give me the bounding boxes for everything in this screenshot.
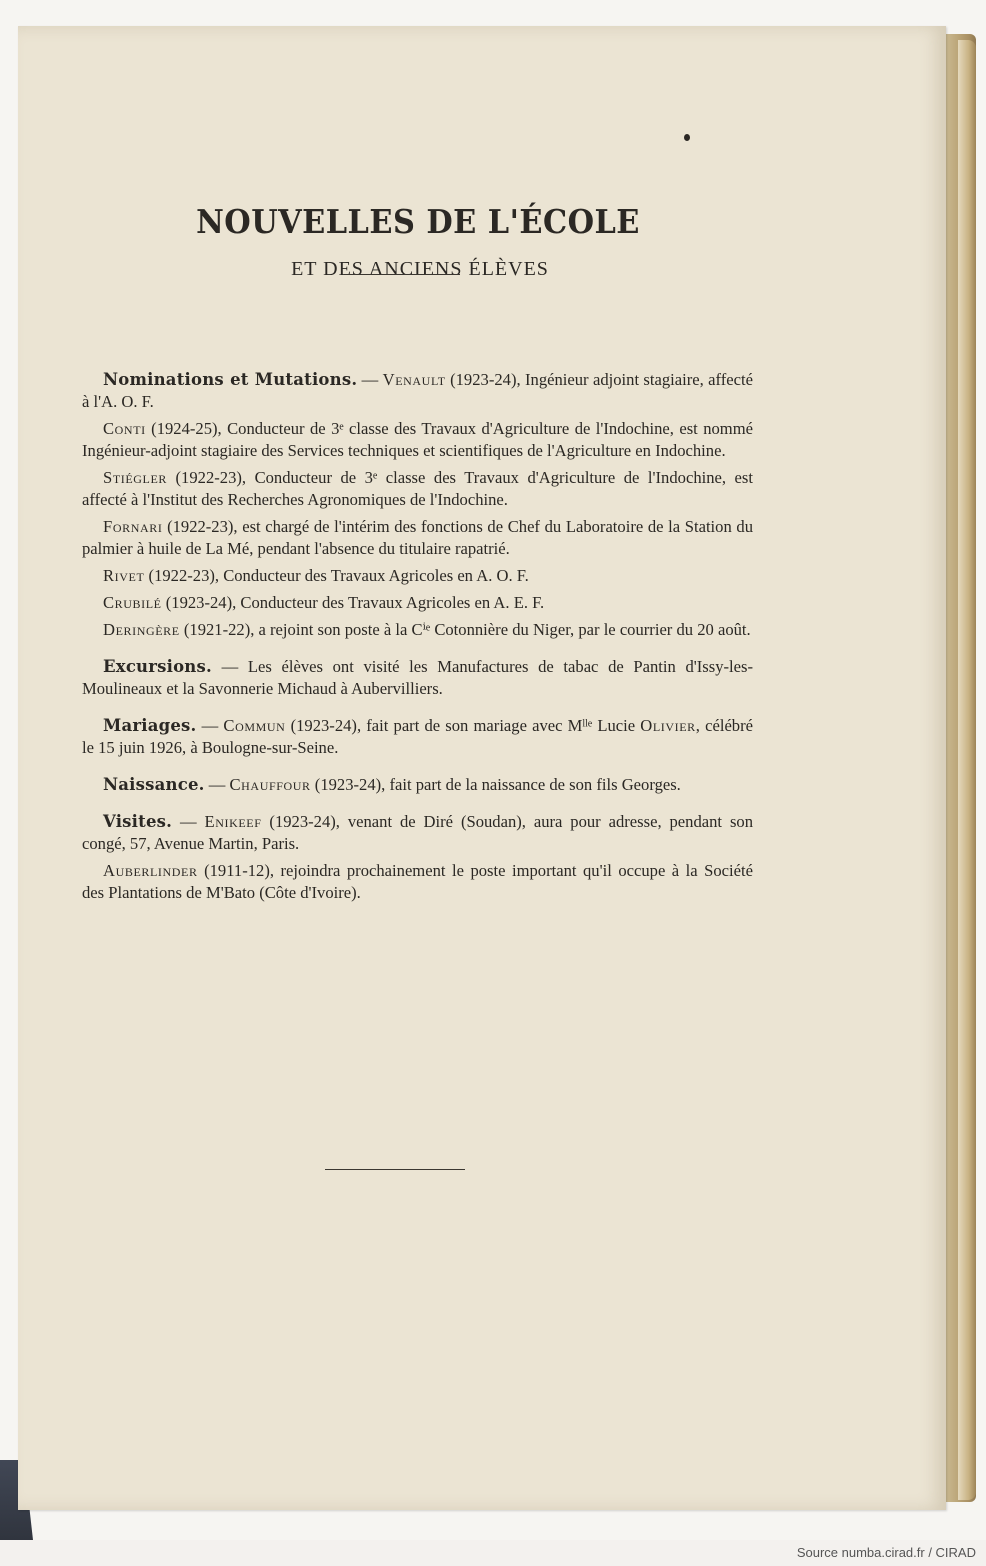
entry-paragraph: Deringère (1921-22), a rejoint son poste à la Cⁱᵉ Cotonnière du Niger, par le courrier du 20 août. bbox=[103, 620, 751, 639]
nominations-paragraph: Nominations et Mutations. — Venault (1923-24), Ingénieur adjoint stagiaire, affecté à l'A. O. F. bbox=[82, 370, 754, 411]
page-title: NOUVELLES DE L'ÉCOLE bbox=[196, 202, 640, 241]
entry-paragraph: Conti (1924-25), Conducteur de 3ᵉ classe des Travaux d'Agriculture de l'Indochine, est nommé Ingénieur-adjoint stagiaire des Services techniques et scientifiques de l'Agriculture en Indochine. bbox=[82, 419, 753, 460]
visites-paragraph: Visites. — Enikeef (1923-24), venant de Diré (Soudan), aura pour adresse, pendant son congé, 57, Avenue Martin, Paris. bbox=[82, 812, 754, 853]
article-body bbox=[82, 369, 753, 909]
section-heading-visites: Visites. bbox=[103, 812, 173, 831]
naissance-paragraph: Naissance. — Chauffour (1923-24), fait part de la naissance de son fils Georges. bbox=[103, 775, 681, 794]
person-name: Venault bbox=[382, 370, 446, 389]
person-name: Conti bbox=[103, 419, 146, 438]
person-name: Auberlinder bbox=[103, 861, 198, 880]
page-subtitle: ET DES ANCIENS ÉLÈVES bbox=[291, 258, 549, 280]
source-credit: Source numba.cirad.fr / CIRAD bbox=[796, 1545, 976, 1560]
excursions-paragraph: Excursions. — Les élèves ont visité les Manufactures de tabac de Pantin d'Issy-les-Moulineaux et la Savonnerie Michaud à Aubervilliers. bbox=[82, 657, 753, 698]
entry-paragraph: Stiégler (1922-23), Conducteur de 3ᵉ classe des Travaux d'Agriculture de l'Indochine, est affecté à l'Institut des Recherches Agronomiques de l'Indochine. bbox=[82, 468, 753, 509]
person-name: Enikeef bbox=[204, 812, 262, 831]
section-heading-excursions: Excursions. bbox=[103, 657, 212, 676]
title-rule bbox=[344, 274, 460, 275]
document-page bbox=[18, 26, 946, 1510]
ink-speck bbox=[684, 134, 690, 141]
person-name: Chauffour bbox=[229, 775, 311, 794]
entry-paragraph: Crubilé (1923-24), Conducteur des Travaux Agricoles en A. E. F. bbox=[103, 593, 545, 612]
section-heading-nominations: Nominations et Mutations. bbox=[103, 370, 358, 389]
end-rule bbox=[325, 1169, 465, 1170]
person-name: Olivier bbox=[640, 716, 696, 735]
entry-paragraph: Fornari (1922-23), est chargé de l'intérim des fonctions de Chef du Laboratoire de la Station du palmier à huile de La Mé, pendant l'absence du titulaire rapatrié. bbox=[82, 517, 753, 558]
entry-paragraph: Rivet (1922-23), Conducteur des Travaux Agricoles en A. O. F. bbox=[103, 566, 529, 585]
mariages-paragraph: Mariages. — Commun (1923-24), fait part de son mariage avec Mˡˡᵉ Lucie Olivier, célébré le 15 juin 1926, à Boulogne-sur-Seine. bbox=[82, 716, 753, 757]
section-heading-mariages: Mariages. bbox=[103, 716, 197, 735]
person-name: Commun bbox=[223, 716, 286, 735]
person-name: Crubilé bbox=[103, 593, 162, 612]
person-name: Deringère bbox=[103, 620, 180, 639]
person-name: Stiégler bbox=[103, 468, 168, 487]
section-heading-naissance: Naissance. bbox=[103, 775, 205, 794]
book-cover-edge bbox=[958, 40, 976, 1500]
person-name: Rivet bbox=[103, 566, 145, 585]
entry-paragraph: Auberlinder (1911-12), rejoindra prochainement le poste important qu'il occupe à la Société des Plantations de M'Bato (Côte d'Ivoire). bbox=[82, 861, 753, 902]
person-name: Fornari bbox=[103, 517, 163, 536]
